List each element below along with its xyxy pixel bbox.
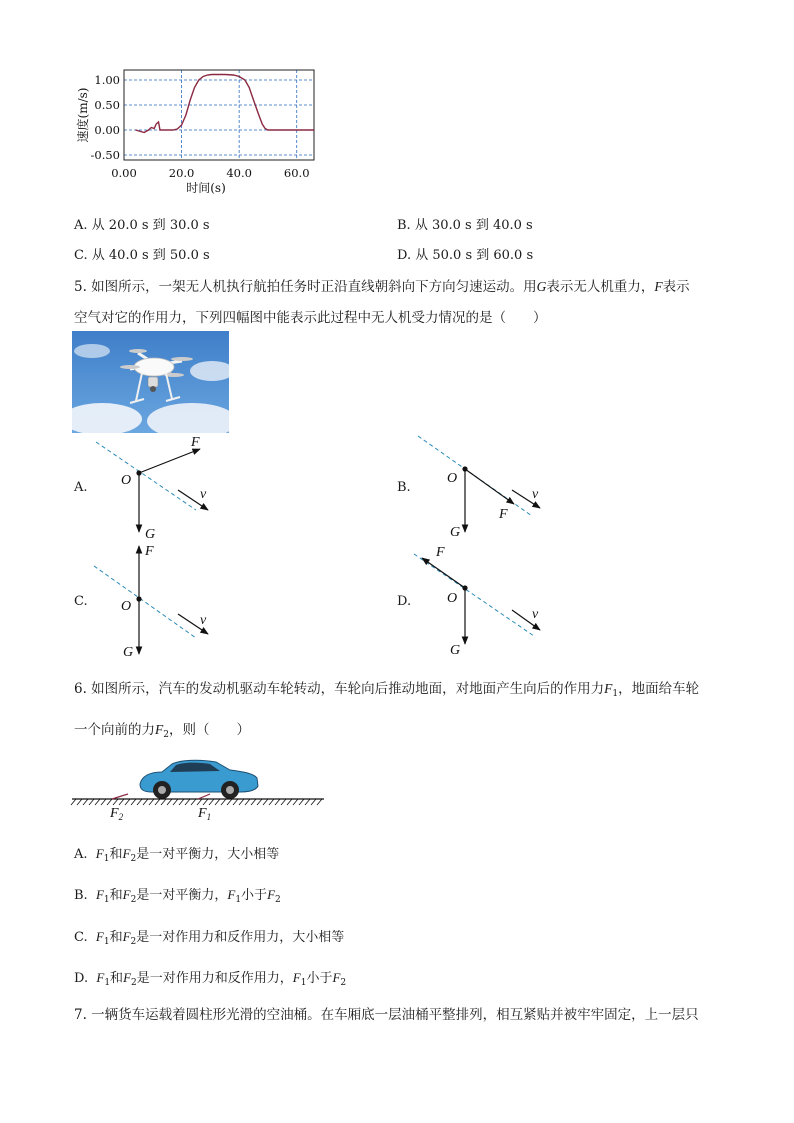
q5-text: 表示无人机重力， (546, 279, 655, 295)
symbol-f: F (604, 681, 613, 696)
option-letter: B. (397, 218, 411, 233)
q5-diagram-a-letter: A. (74, 480, 88, 495)
hatch-mark (77, 799, 82, 805)
option-text: 是一对作用力和反作用力，大小相等 (136, 930, 345, 945)
q4-option-a (74, 214, 210, 233)
plot-frame (124, 70, 314, 160)
hatch-mark (173, 799, 178, 805)
hatch-mark (113, 799, 118, 805)
label-v: v (200, 613, 207, 628)
q6-text: ，则（ ） (168, 722, 250, 738)
label-g: G (450, 525, 461, 540)
hatch-mark (287, 799, 292, 805)
hatch-mark (317, 799, 322, 805)
label-v: v (200, 487, 207, 502)
hatch-mark (83, 799, 88, 805)
hatch-mark (293, 799, 298, 805)
drone-photo (72, 331, 229, 433)
car-on-ground-figure (70, 750, 330, 825)
q5-diagram-d (410, 540, 550, 660)
hatch-mark (251, 799, 256, 805)
label-g: G (145, 527, 156, 542)
label-f2: $F_2$ (110, 806, 124, 822)
hatch-mark (221, 799, 226, 805)
q6-text: 6. 如图所示，汽车的发动机驱动车轮转动，车轮向后推动地面，对地面产生向后的作用力 (74, 681, 605, 697)
q5-text: 5. 如图所示，一架无人机执行航拍任务时正沿直线朝斜向下方向匀速运动。用 (74, 279, 537, 295)
label-f: F (145, 544, 154, 559)
hatch-mark (197, 799, 202, 805)
option-letter: A. (74, 218, 88, 233)
symbol-g: G (536, 279, 547, 294)
subscript: 1 (235, 895, 242, 905)
dashed-path-line (414, 554, 534, 636)
option-text: 和 (109, 888, 123, 903)
car-icon (140, 760, 258, 799)
q6-stem-line-2 (74, 718, 250, 740)
x-tick-label: 60.0 (283, 166, 310, 180)
symbol-f: F (267, 887, 276, 902)
force-f-arrow (465, 469, 514, 504)
hatch-mark (269, 799, 274, 805)
hatch-mark (155, 799, 160, 805)
y-tick-label: 1.00 (94, 73, 120, 87)
hatch-mark (167, 799, 172, 805)
option-text: 和 (109, 847, 123, 862)
label-v: v (532, 607, 539, 622)
subscript: 2 (340, 978, 347, 988)
symbol-f: F (95, 929, 104, 944)
q6-stem-line-1 (74, 677, 699, 699)
q6-text: ，地面给车轮 (618, 681, 700, 697)
hatch-mark (245, 799, 250, 805)
hatch-mark (119, 799, 124, 805)
option-text: 和 (109, 930, 123, 945)
symbol-f: F (332, 970, 341, 985)
subscript: 1 (103, 937, 110, 947)
symbol-f: F (123, 970, 132, 985)
q6-option-d (74, 967, 346, 988)
q4-option-b (397, 214, 533, 233)
hatch-mark (143, 799, 148, 805)
option-text: 是一对作用力和反作用力， (136, 971, 293, 986)
subscript: 1 (612, 689, 619, 699)
q5-text: 空气对它的作用力，下列四幅图中能表示此过程中无人机受力情况的是（ ） (74, 310, 547, 326)
velocity-series-line (136, 75, 315, 133)
option-text: 是一对平衡力，大小相等 (136, 847, 280, 862)
y-tick-label: 0.50 (94, 98, 120, 112)
hatch-mark (125, 799, 130, 805)
option-letter: B. (74, 888, 88, 903)
q5-diagram-a (88, 432, 218, 544)
option-text: 从 50.0 s 到 60.0 s (415, 248, 534, 263)
hatch-mark (107, 799, 112, 805)
option-letter: C. (74, 930, 88, 945)
hatch-mark (233, 799, 238, 805)
hatch-mark (191, 799, 196, 805)
symbol-f: F (122, 887, 131, 902)
q7-stem-line-1 (74, 1003, 699, 1023)
hatch-mark (209, 799, 214, 805)
option-letter: D. (397, 248, 412, 263)
symbol-f: F (654, 279, 663, 294)
hatch-mark (179, 799, 184, 805)
q5-text: 表示 (662, 279, 690, 295)
hatch-mark (203, 799, 208, 805)
dashed-path-line (96, 442, 196, 510)
label-f: F (436, 545, 445, 560)
y-tick-label: 0.00 (94, 123, 120, 137)
ground-hatching (71, 799, 322, 805)
subscript: 2 (131, 978, 137, 988)
q5-diagram-c-letter: C. (74, 594, 88, 609)
y-tick-label: -0.50 (90, 148, 120, 162)
q4-option-c (74, 244, 210, 263)
symbol-f: F (122, 929, 131, 944)
q5-diagram-d-letter: D. (397, 594, 412, 609)
force-f2-arrow (112, 794, 128, 799)
hatch-mark (95, 799, 100, 805)
hatch-mark (137, 799, 142, 805)
hatch-mark (275, 799, 280, 805)
q5-diagram-b (410, 432, 550, 544)
velocity-time-chart (70, 62, 330, 202)
label-o: O (447, 591, 458, 606)
hatch-mark (89, 799, 94, 805)
symbol-f: F (96, 970, 105, 985)
hatch-mark (185, 799, 190, 805)
hatch-mark (149, 799, 154, 805)
symbol-f: F (95, 846, 104, 861)
x-axis-label: 时间(s) (186, 181, 226, 195)
force-f-arrow (139, 449, 200, 473)
subscript: 1 (300, 978, 307, 988)
q7-text: 7. 一辆货车运载着圆柱形光滑的空油桶。在车厢底一层油桶平整排列，相互紧贴并被牢牢固定，上一层只 (74, 1007, 699, 1023)
hatch-mark (299, 799, 304, 805)
q6-option-a (74, 843, 279, 864)
q4-option-d (397, 244, 533, 263)
symbol-f: F (227, 887, 236, 902)
hatch-mark (239, 799, 244, 805)
subscript: 2 (163, 730, 169, 740)
hatch-mark (131, 799, 136, 805)
label-o: O (121, 599, 132, 614)
option-letter: C. (74, 248, 88, 263)
hatch-mark (263, 799, 268, 805)
symbol-f: F (292, 970, 301, 985)
hatch-mark (101, 799, 106, 805)
hatch-mark (257, 799, 262, 805)
q6-text: 一个向前的力 (74, 722, 155, 738)
option-text: 小于 (306, 971, 333, 986)
label-g: G (450, 643, 461, 658)
subscript: 2 (130, 854, 137, 864)
label-f1: $F_1$ (198, 806, 212, 822)
subscript: 2 (130, 937, 137, 947)
label-o: O (121, 473, 132, 488)
symbol-f: F (155, 722, 164, 737)
subscript: 2 (130, 895, 137, 905)
hatch-mark (305, 799, 310, 805)
option-letter: D. (74, 971, 89, 986)
option-text: 从 40.0 s 到 50.0 s (91, 248, 210, 263)
label-o: O (447, 471, 458, 486)
hatch-mark (281, 799, 286, 805)
x-tick-label: 20.0 (168, 166, 195, 180)
y-axis-label: 速度(m/s) (76, 87, 90, 143)
q5-stem-line-2 (74, 306, 547, 326)
option-text: 是一对平衡力， (136, 888, 228, 903)
q6-option-b (74, 884, 281, 905)
x-tick-label: 40.0 (226, 166, 252, 180)
label-g: G (123, 645, 134, 660)
subscript: 1 (104, 978, 111, 988)
dashed-path-line (94, 566, 196, 638)
force-f1-arrow (198, 794, 210, 799)
label-f: F (499, 507, 508, 522)
option-text: 小于 (241, 888, 268, 903)
hatch-mark (71, 799, 76, 805)
q5-diagram-c (88, 540, 218, 660)
q6-option-c (74, 926, 344, 947)
hatch-mark (161, 799, 166, 805)
symbol-f: F (122, 846, 131, 861)
subscript: 1 (103, 854, 110, 864)
option-text: 和 (110, 971, 124, 986)
force-f-arrow (422, 558, 465, 588)
label-f: F (191, 435, 200, 450)
hatch-mark (227, 799, 232, 805)
subscript: 2 (275, 895, 281, 905)
x-tick-label: 0.00 (111, 166, 137, 180)
q5-stem-line-1 (74, 275, 690, 295)
hatch-mark (311, 799, 316, 805)
symbol-f: F (95, 887, 104, 902)
hatch-mark (215, 799, 220, 805)
subscript: 1 (103, 895, 110, 905)
q5-diagram-b-letter: B. (397, 480, 411, 495)
label-v: v (532, 487, 539, 502)
option-text: 从 20.0 s 到 30.0 s (91, 218, 210, 233)
option-letter: A. (74, 847, 88, 862)
option-text: 从 30.0 s 到 40.0 s (414, 218, 533, 233)
